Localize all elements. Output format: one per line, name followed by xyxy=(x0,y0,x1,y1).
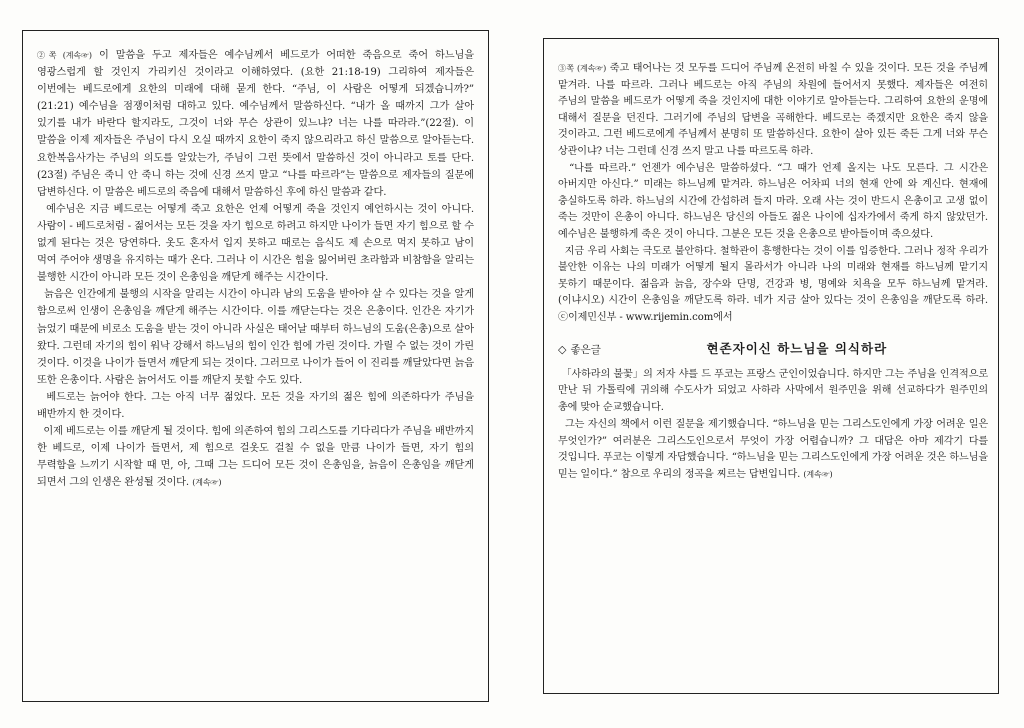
paragraph xyxy=(558,417,992,484)
paragraph: 「사하라의 불꽃」의 저자 샤를 드 푸코는 프랑스 군인이었습니다. 하지만 그는 주님을 인격적으로 만난 뒤 가톨릭에 귀의해 수도사가 되었고 사하라 사막에서 원주민을 위해 선교하다가 원주민의 총에 맞아 순교했습니다. xyxy=(558,368,992,414)
paragraph: 늙음은 인간에게 불행의 시작을 알리는 시간이 아니라 남의 도움을 받아야 살 수 있다는 것을 알게 함으로써 인생이 은총임을 깨닫게 해주는 시간이다. 이를 깨닫는다는 것은 은총이다. 인간은 자기가 늙었기 때문에 비로소 도움을 받는 것이 아니라 사실은 태어날 때부터 하느님의 도움(은총)으로 살아 왔다. 그런데 자기의 힘이 워낙 강해서 하느님의 힘이 인간 힘에 가린 것이다. 가릴 수 없는 것이 가린 것이다. 이것을 나이가 들면서 깨닫게 되는 것이다. 그러므로 나이가 들어 이 진리를 깨달았다면 늙음 또한 은총이다. 사람은 늙어서도 이를 깨닫지 못할 수도 있다. xyxy=(37,289,478,386)
page-marker: ②쪽 (계속☞) xyxy=(37,51,92,60)
section-body xyxy=(558,367,992,485)
diamond-icon: ◇ xyxy=(558,342,567,356)
copyright-signoff: ⓒ이제민신부 - www.rijemin.com에서 xyxy=(558,311,733,323)
section-label: 좋은글 xyxy=(570,343,601,356)
page-marker: ③쪽 (계속☞) xyxy=(558,64,607,73)
paragraph-text: 이 말씀을 두고 제자들은 예수님께서 베드로가 어떠한 죽음으로 죽어 하느님을 영광스럽게 할 것인지 가리키신 것이라고 이해하였다. (요한 21:18-19) 그리하여 제자들은 이번에는 베드로에게 요한의 미래에 대해 묻게 한다. “주님, 이 사람은 어떻게 되겠습니까?” (21:21) 예수님을 점쟁이처럼 대하고 있다. 예수님께서 말씀하신다. “내가 올 때까지 그가 살아 있기를 내가 바란다 할지라도, 그것이 너와 무슨 상관이 있느냐? 너는 나를 따라라.”(22절). 이 말씀을 이제 제자들은 주님이 다시 오실 때까지 요한이 죽지 않으리라고 하신 말씀으로 알아듣는다. 요한복음사가는 주님의 의도를 알았는가, 주님이 그런 뜻에서 말씀하신 것이 아니라고 토를 단다.(23절) 주님은 죽니 안 죽니 하는 것에 신경 쓰지 말고 “나를 따르라”는 말씀으로 제자들의 질문에 답변하신다. 이 말씀은 베드로의 죽음에 대해서 말씀하신 후에 하신 말씀과 같다. xyxy=(37,50,478,198)
section-header xyxy=(558,339,988,359)
paragraph xyxy=(558,61,992,161)
paragraph xyxy=(558,244,992,327)
section-title: 현존자이신 하느님을 의식하라 xyxy=(706,340,888,356)
paragraph-text: 죽고 태어나는 것 모두를 드디어 주님께 온전히 바칠 수 있을 것이다. 모든 것을 주님께 맡겨라. 나를 따르라. 그러나 베드로는 아직 주님의 차원에 들어서지 못했다. 제자들은 여전히 주님의 말씀을 베드로가 어떻게 죽을 것인지에 대한 이야기로 알아듣는다. 그리하여 요한의 운명에 대해서 질문을 던진다. 그러기에 주님의 답변을 곡해한다. 베드로는 죽겠지만 요한은 죽지 않을 것이라고. 그런 베드로에게 주님께서 분명히 또 말씀하신다. 요한이 살아 있든 죽든 그게 너와 무슨 상관이냐? 너는 그런데 신경 쓰지 말고 나를 따르도록 하라. xyxy=(558,63,992,157)
left-page xyxy=(22,30,489,702)
continued-marker: (계속☞) xyxy=(192,478,222,488)
paragraph-text: 그는 자신의 책에서 이런 질문을 제기했습니다. “하느님을 믿는 그리스도인에게 가장 어려운 일은 무엇인가?” 여러분은 그리스도인으로서 무엇이 가장 어렵습니까? 그 대답은 아마 제각기 다를 것입니다. 푸코는 이렇게 자답했습니다. “하느님을 믿는 그리스도인에게 가장 어려운 것은 하느님을 믿는 일이다.” 참으로 우리의 정곡을 찌르는 답변입니다. xyxy=(558,418,992,481)
paragraph-text: 이제 베드로는 이를 깨닫게 될 것이다. 힘에 의존하여 힘의 그리스도를 기다리다가 주님을 배반까지 한 베드로, 이제 나이가 들면서, 제 힘으로 걸옷도 걸칠 수 없을 만큼 나이가 들면, 자기 힘의 무력함을 느끼기 시작할 때 면, 아, 그때 그는 드디어 모든 것이 은총임을, 늙음이 은총임을 깨닫게 되면서 그의 인생은 완성될 것이다. xyxy=(37,426,478,489)
paragraph-text: 지금 우리 사회는 극도로 불안하다. 철학관이 흥행한다는 것이 이를 입증한다. 그러나 정작 우리가 불안한 이유는 나의 미래가 어떻게 될지 몰라서가 아니라 나의 미래와 현재를 하느님께 맡기지 못하기 때문이다. 젊음과 늙음, 장수와 단명, 건강과 병, 명예와 치욕을 모두 하느님께 맡겨라.(이냐시오) 시간이 은총임을 깨닫도록 하라. 네가 지금 살아 있다는 것이 은총임을 깨닫도록 하라. xyxy=(558,245,992,307)
paragraph: “나를 따르라.” 언젠가 예수님은 말씀하셨다. “그 때가 언제 올지는 나도 모른다. 그 시간은 아버지만 아신다.” 미래는 하느님께 맡겨라. 하느님은 어차피 너의 현재 안에 와 계신다. 현재에 충실하도록 하라. 하느님의 시간에 간섭하려 들지 마라. 오래 사는 것이 반드시 은총이고 고생 없이 죽는 것만이 은총이 아니다. 하느님은 당신의 아들도 젊은 나이에 십자가에서 죽게 하지 않았던가. 예수님은 불행하게 죽은 것이 아니다. 그분은 모든 것을 은총으로 받아들이며 죽으셨다. xyxy=(558,162,992,240)
paragraph xyxy=(37,423,478,491)
paragraph: 베드로는 늙어야 한다. 그는 아직 너무 젊었다. 모든 것을 자기의 젊은 힘에 의존하다가 주님을 배반까지 한 것이다. xyxy=(37,391,478,420)
continued-marker: (계속☞) xyxy=(803,470,833,480)
paragraph: 예수님은 지금 베드로는 어떻게 죽고 요한은 언제 어떻게 죽을 것인지 예언하시는 것이 아니다. 사람이 - 베드로처럼 - 젊어서는 모든 것을 자기 힘으로 하려고 하지만 나이가 들면 자기 힘으로 할 수 없게 된다는 것은 당연하다. 옷도 혼자서 입지 못하고 때로는 음식도 제 손으로 먹지 못하고 남이 먹여 주어야 생명을 유지하는 때가 온다. 그러나 이 시간은 힘을 잃어버린 초라함과 비참함을 알리는 불행한 시간이 아니라 모든 것이 은총임을 깨닫게 해주는 시간이다. xyxy=(37,203,478,284)
paragraph xyxy=(37,47,478,201)
right-page xyxy=(543,38,999,694)
